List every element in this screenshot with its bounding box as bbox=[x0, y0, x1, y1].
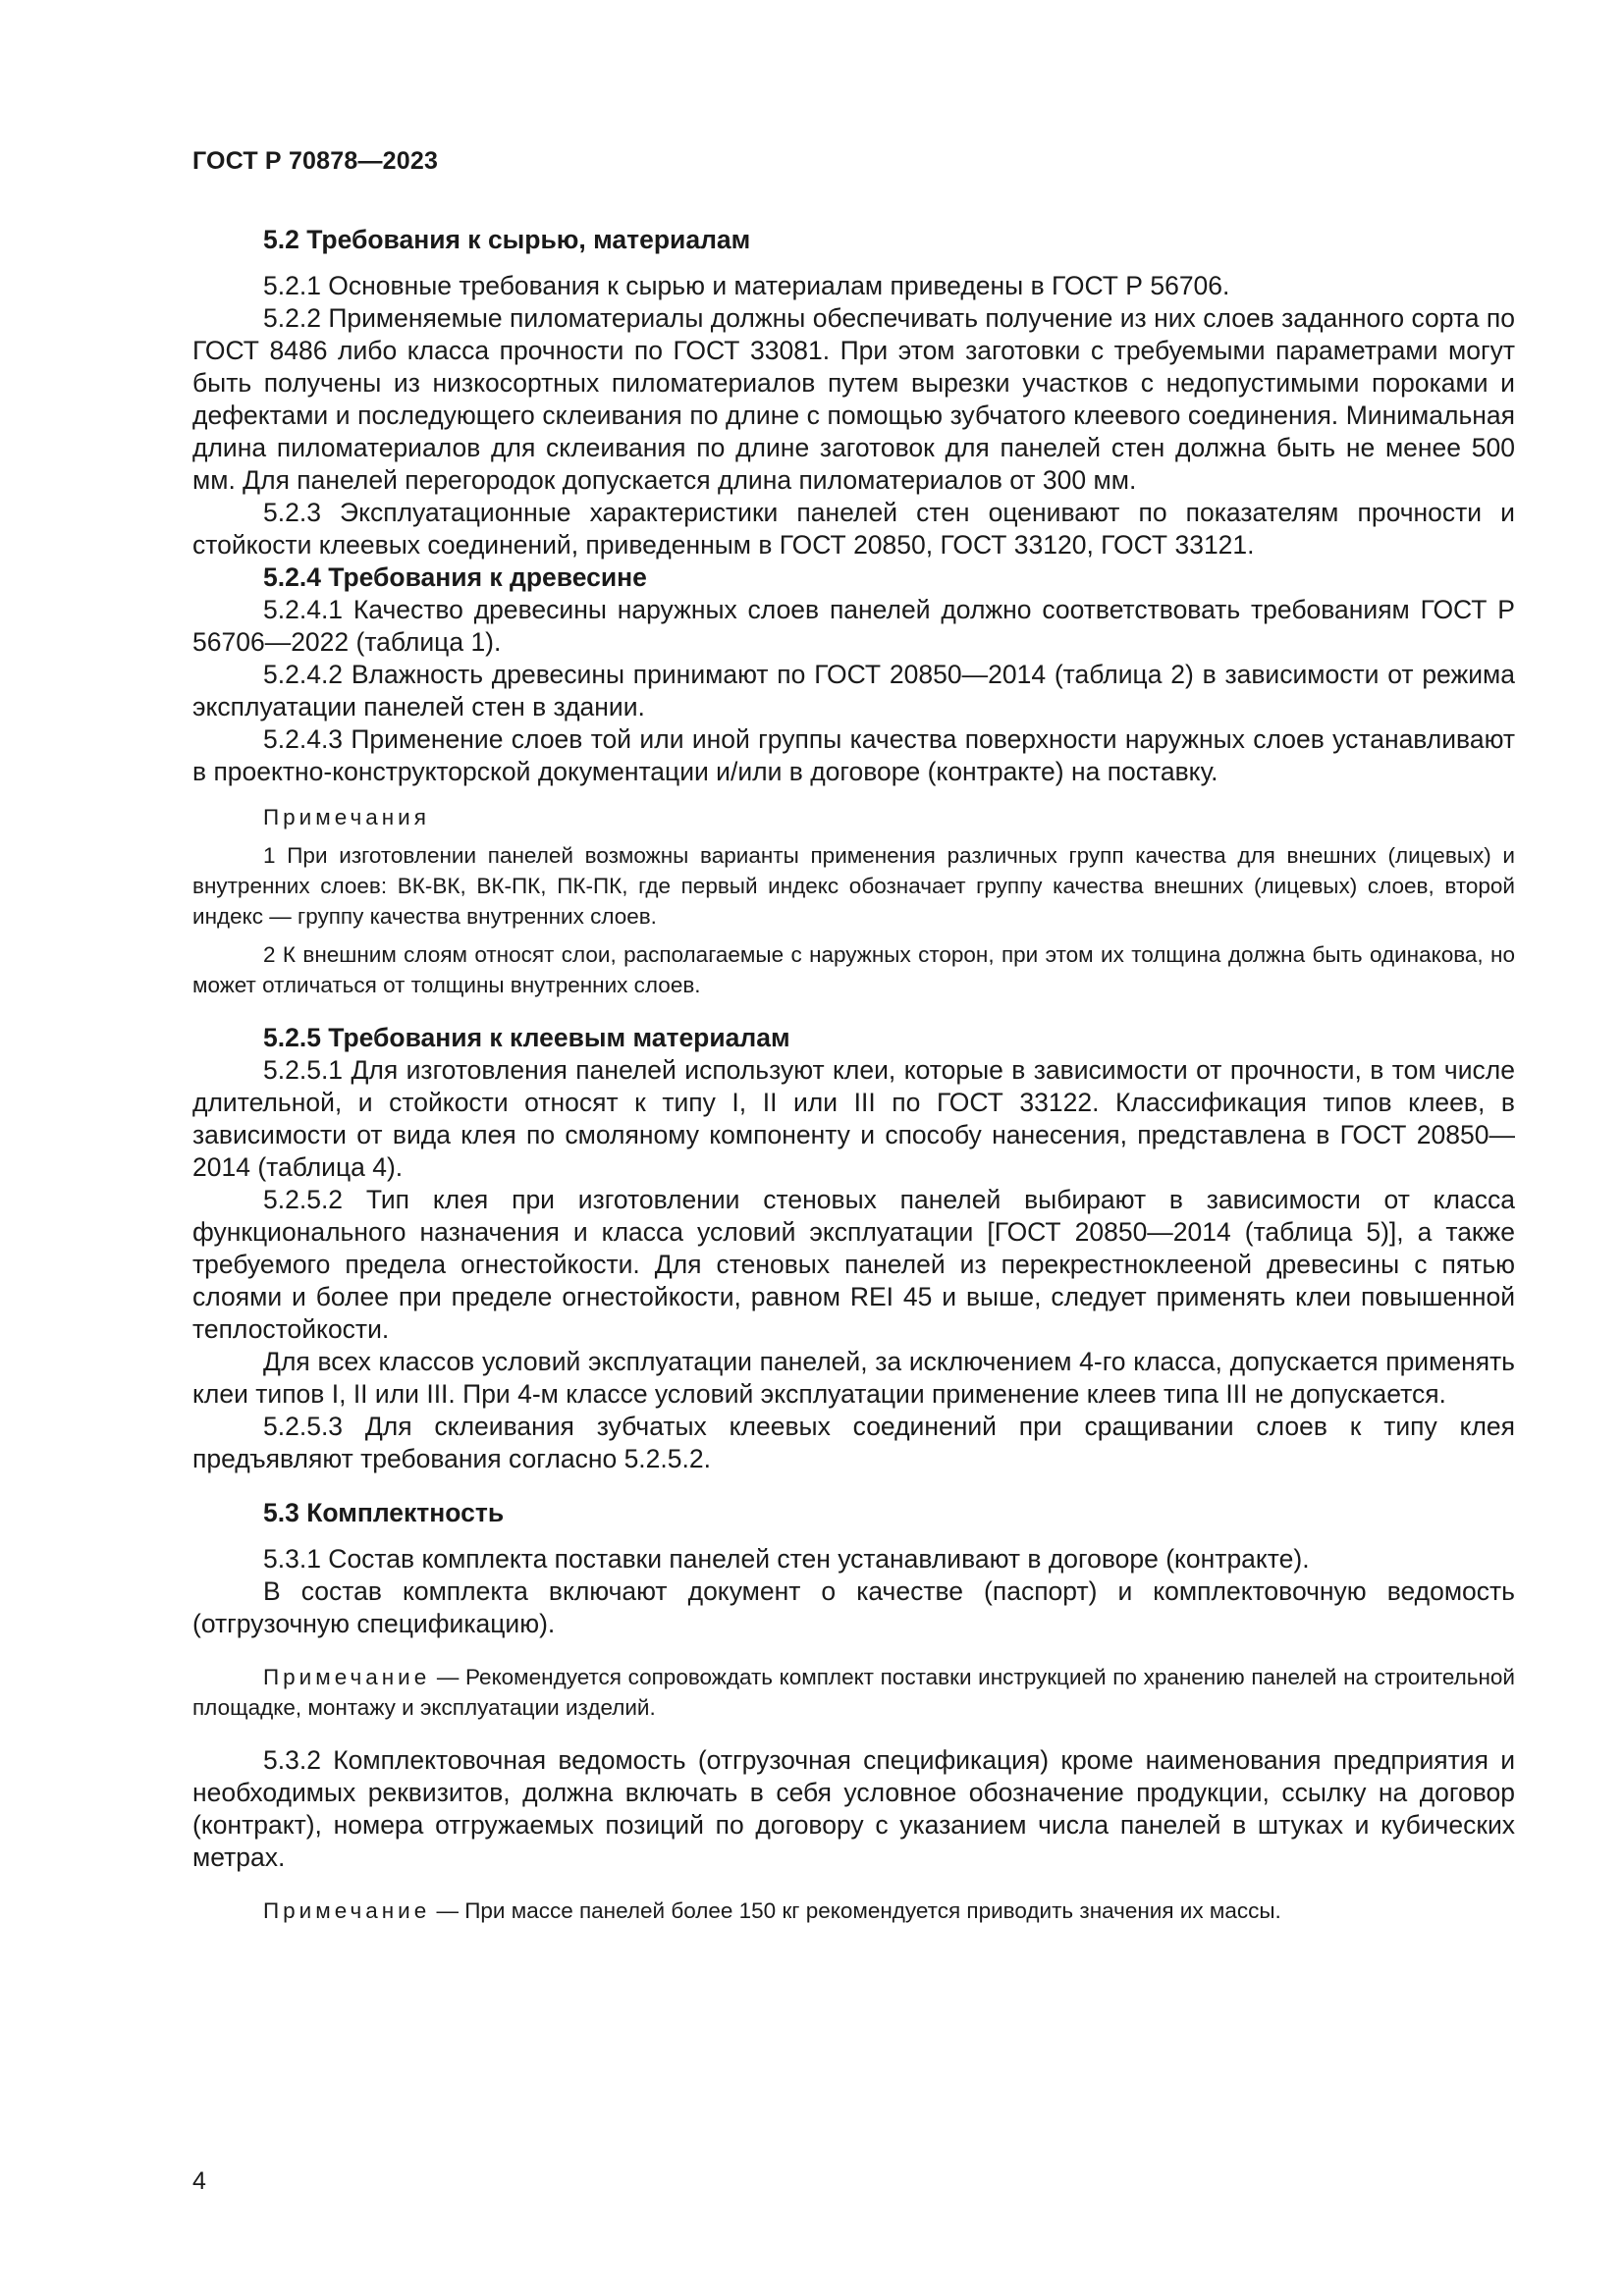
note-label: Примечание bbox=[263, 1665, 431, 1689]
paragraph-5-2-4-1: 5.2.4.1 Качество древесины наружных слоев панелей должно соответствовать требованиям ГОСТ Р 56706—2022 (таблица 1). bbox=[192, 595, 1515, 657]
paragraph-5-2-5-1: 5.2.5.1 Для изготовления панелей используют клеи, которые в зависимости от прочности, в том числе длительной, и стойкости относят к типу I, II или III по ГОСТ 33122. Классификация типов клеев, в зависимости от вида клея по смоляному компоненту и способу нанесения, представлена в ГОСТ 20850—2014 (таблица 4). bbox=[192, 1055, 1515, 1182]
note-2: 2 К внешним слоям относят слои, располагаемые с наружных сторон, при этом их толщина должна быть одинакова, но может отличаться от толщины внутренних слоев. bbox=[192, 942, 1515, 997]
note-text: — При массе панелей более 150 кг рекомендуется приводить значения их массы. bbox=[430, 1898, 1281, 1923]
paragraph-5-2-4-2: 5.2.4.2 Влажность древесины принимают по ГОСТ 20850—2014 (таблица 2) в зависимости от режима эксплуатации панелей стен в здании. bbox=[192, 660, 1515, 721]
paragraph-5-2-1: 5.2.1 Основные требования к сырью и материалам приведены в ГОСТ Р 56706. bbox=[263, 271, 1230, 300]
note-label: Примечание bbox=[263, 1898, 431, 1923]
document-code-header: ГОСТ Р 70878—2023 bbox=[192, 147, 439, 175]
paragraph-5-2-4-3: 5.2.4.3 Применение слоев той или иной группы качества поверхности наружных слоев устанавливают в проектно-конструкторской документации и/или в договоре (контракте) на поставку. bbox=[192, 724, 1515, 786]
paragraph-5-2-5-2-continued: Для всех классов условий эксплуатации панелей, за исключением 4-го класса, допускается применять клеи типов I, II или III. При 4-м классе условий эксплуатации применение клеев типа III не допускается. bbox=[192, 1347, 1515, 1409]
note-1: 1 При изготовлении панелей возможны варианты применения различных групп качества для внешних (лицевых) и внутренних слоев: ВК-ВК, ВК-ПК, ПК-ПК, где первый индекс обозначает группу качества внешних (лицевых) слоев, второй индекс — группу качества внутренних слоев. bbox=[192, 843, 1515, 929]
paragraph-5-2-3: 5.2.3 Эксплуатационные характеристики панелей стен оценивают по показателям прочности и стойкости клеевых соединений, приведенным в ГОСТ 20850, ГОСТ 33120, ГОСТ 33121. bbox=[192, 498, 1515, 560]
section-5-2-4-title: 5.2.4 Требования к древесине bbox=[263, 562, 647, 592]
section-5-2-title: 5.2 Требования к сырью, материалам bbox=[263, 225, 751, 254]
paragraph-5-3-1: 5.3.1 Состав комплекта поставки панелей стен устанавливают в договоре (контракте). bbox=[263, 1544, 1310, 1574]
paragraph-5-2-5-3: 5.2.5.3 Для склеивания зубчатых клеевых соединений при сращивании слоев к типу клея предъявляют требования согласно 5.2.5.2. bbox=[192, 1412, 1515, 1473]
page-number: 4 bbox=[192, 2167, 206, 2195]
paragraph-5-2-2: 5.2.2 Применяемые пиломатериалы должны обеспечивать получение из них слоев заданного сорта по ГОСТ 8486 либо класса прочности по ГОСТ 33081. При этом заготовки с требуемыми параметрами могут быть получены из низкосортных пиломатериалов путем вырезки участков с недопустимыми пороками и дефектами и последующего склеивания по длине с помощью зубчатого клеевого соединения. Минимальная длина пиломатериалов для склеивания по длине заготовок для панелей стен должна быть не менее 500 мм. Для панелей перегородок допускается длина пиломатериалов от 300 мм. bbox=[192, 303, 1515, 495]
document-body bbox=[192, 224, 1515, 1926]
paragraph-5-3-2: 5.3.2 Комплектовочная ведомость (отгрузочная спецификация) кроме наименования предприятия и необходимых реквизитов, должна включать в себя условное обозначение продукции, ссылку на договор (контракт), номера отгружаемых позиций по договору с указанием числа панелей в штуках и кубических метрах. bbox=[192, 1745, 1515, 1872]
section-5-2-5-title: 5.2.5 Требования к клеевым материалам bbox=[263, 1023, 790, 1052]
section-5-3-title: 5.3 Комплектность bbox=[263, 1498, 505, 1527]
note-5-3-1 bbox=[192, 1662, 1515, 1723]
paragraph-5-2-5-2: 5.2.5.2 Тип клея при изготовлении стеновых панелей выбирают в зависимости от класса функционального назначения и класса условий эксплуатации [ГОСТ 20850—2014 (таблица 5)], а также требуемого предела огнестойкости. Для стеновых панелей из перекрестноклееной древесины с пятью слоями и более при пределе огнестойкости, равном REI 45 и выше, следует применять клеи повышенной теплостойкости. bbox=[192, 1185, 1515, 1344]
note-text: — Рекомендуется сопровождать комплект поставки инструкцией по хранению панелей на строительной площадке, монтажу и эксплуатации изделий. bbox=[192, 1665, 1515, 1720]
paragraph-5-3-1-continued: В состав комплекта включают документ о качестве (паспорт) и комплектовочную ведомость (отгрузочную спецификацию). bbox=[192, 1576, 1515, 1638]
notes-label: Примечания bbox=[263, 805, 430, 829]
note-5-3-2 bbox=[192, 1896, 1515, 1926]
